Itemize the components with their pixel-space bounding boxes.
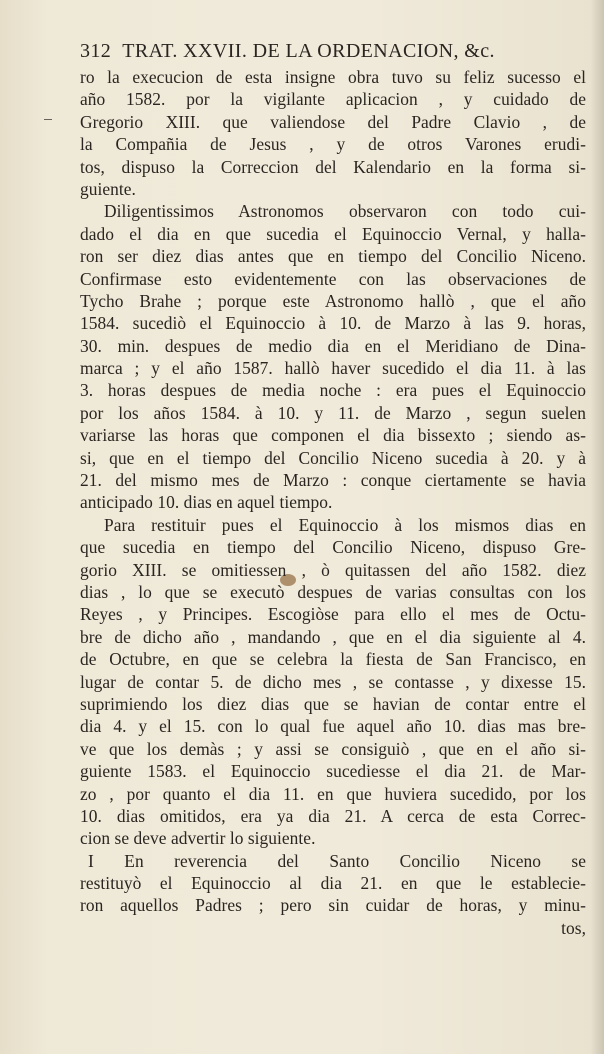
- text-line: 10. dias omitidos, era ya dia 21. A cerca de esta Correc-: [80, 805, 586, 826]
- paragraph-start: Diligentissimos Astronomos observaron con todo cui-: [104, 201, 586, 222]
- text-line: zo , por quanto el dia 11. en que huviera sucedido, por los: [80, 783, 586, 804]
- text-line: dias , lo que se executò despues de varias consultas con los: [80, 581, 586, 602]
- text-line: Reyes , y Principes. Escogiòse para ello el mes de Octu-: [80, 604, 586, 625]
- text-line: Tycho Brahe ; porque este Astronomo hallò , que el año: [80, 290, 586, 311]
- text-line: restituyò el Equinoccio al dia 21. en que le establecie-: [80, 873, 586, 894]
- paragraph-start: Para restituir pues el Equinoccio à los mismos dias en: [104, 514, 586, 535]
- text-line: tos, dispuso la Correccion del Kalendario en la forma si-: [80, 156, 586, 177]
- text-line: la Compañia de Jesus , y de otros Varones erudi-: [80, 134, 586, 155]
- text-line: dado el dia en que sucedia el Equinoccio Vernal, y halla-: [80, 223, 586, 244]
- text-line: ve que los demàs ; y assi se consiguiò , que en el año si-: [80, 738, 586, 759]
- text-line: 30. min. despues de medio dia en el Meridiano de Dina-: [80, 335, 586, 356]
- margin-mark: [44, 119, 52, 120]
- text-line: año 1582. por la vigilante aplicacion , y cuidado de: [80, 89, 586, 110]
- text-line: guiente 1583. el Equinoccio sucediesse el dia 21. de Mar-: [80, 761, 586, 782]
- text-line: variarse las horas que componen el dia bissexto ; siendo as-: [80, 425, 586, 446]
- text-line: ron ser diez dias antes que en tiempo del Concilio Niceno.: [80, 246, 586, 267]
- numbered-paragraph-start: I En reverencia del Santo Concilio Niceno se: [88, 850, 586, 871]
- text-line: bre de dicho año , mandando , que en el dia siguiente al 4.: [80, 626, 586, 647]
- text-line: que sucedia en tiempo del Concilio Niceno, dispuso Gre-: [80, 537, 586, 558]
- page-number: 312: [80, 40, 112, 62]
- text-line: 3. horas despues de media noche : era pues el Equinoccio: [80, 380, 586, 401]
- text-line: guiente.: [80, 178, 136, 199]
- text-line: si, que en el tiempo del Concilio Niceno sucedia à 20. y à: [80, 447, 586, 468]
- text-line: marca ; y el año 1587. hallò haver sucedido el dia 11. à las: [80, 358, 586, 379]
- text-line: de Octubre, en que se celebra la fiesta de San Francisco, en: [80, 649, 586, 670]
- page-text: [80, 36, 586, 939]
- text-line: 21. del mismo mes de Marzo : conque ciertamente se havia: [80, 470, 586, 491]
- text-line: lugar de contar 5. de dicho mes , se contasse , y dixesse 15.: [80, 671, 586, 692]
- page-edge-shadow: [590, 0, 604, 1054]
- catchword: tos,: [561, 917, 586, 938]
- text-line: Confirmase esto evidentemente con las observaciones de: [80, 268, 586, 289]
- text-line: gorio XIII. se omitiessen , ò quitassen del año 1582. diez: [80, 559, 586, 580]
- text-line: suprimiendo los diez dias que se havian de contar entre el: [80, 693, 586, 714]
- text-line: por los años 1584. à 10. y 11. de Marzo , segun suelen: [80, 402, 586, 423]
- text-line: cion se deve advertir lo siguiente.: [80, 828, 316, 849]
- text-line: 1584. sucediò el Equinoccio à 10. de Marzo à las 9. horas,: [80, 313, 586, 334]
- running-header: [80, 36, 586, 66]
- text-line: anticipado 10. dias en aquel tiempo.: [80, 492, 333, 513]
- running-title: TRAT. XXVII. DE LA ORDENACION, &c.: [122, 40, 495, 62]
- text-line: dia 4. y el 15. con lo qual fue aquel año 10. dias mas bre-: [80, 716, 586, 737]
- text-line: ron aquellos Padres ; pero sin cuidar de horas, y minu-: [80, 895, 586, 916]
- text-line: Gregorio XIII. que valiendose del Padre Clavio , de: [80, 111, 586, 132]
- text-line: ro la execucion de esta insigne obra tuvo su feliz sucesso el: [80, 67, 586, 87]
